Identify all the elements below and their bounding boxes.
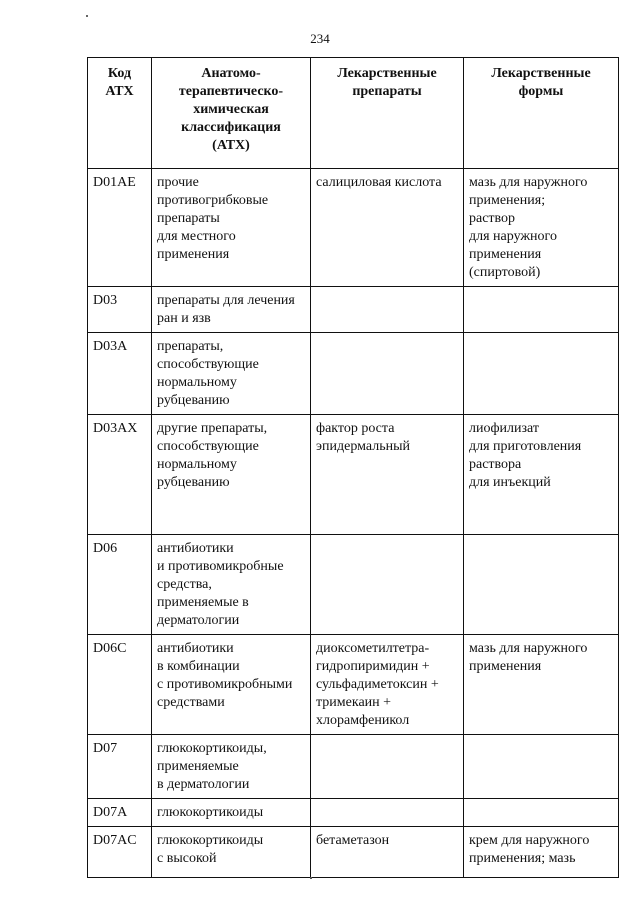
cell-drugs: бетаметазон [311, 827, 464, 878]
table-header-row [88, 58, 619, 169]
cell-code: D01AE [88, 169, 152, 287]
cell-drugs: фактор роста эпидермальный [311, 415, 464, 535]
cell-forms: лиофилизат для приготовления раствора для инъекций [464, 415, 619, 535]
page-number: 234 [310, 31, 330, 46]
cell-forms: мазь для наружного применения [464, 635, 619, 735]
scan-speck [310, 877, 312, 879]
cell-code: D07AC [88, 827, 152, 878]
cell-classification: глюкокортикоиды [152, 799, 311, 827]
cell-drugs [311, 333, 464, 415]
cell-classification: препараты, способствующие нормальному рубцеванию [152, 333, 311, 415]
cell-forms [464, 287, 619, 333]
cell-classification: глюкокортикоиды, применяемые в дерматологии [152, 735, 311, 799]
table-row [88, 415, 619, 535]
cell-drugs [311, 799, 464, 827]
table-row [88, 287, 619, 333]
cell-classification: антибиотики и противомикробные средства, применяемые в дерматологии [152, 535, 311, 635]
table-row [88, 735, 619, 799]
cell-forms [464, 333, 619, 415]
table-row [88, 333, 619, 415]
scan-speck [86, 15, 88, 17]
table-row [88, 827, 619, 878]
cell-code: D07A [88, 799, 152, 827]
cell-drugs [311, 287, 464, 333]
table-row [88, 635, 619, 735]
cell-drugs [311, 735, 464, 799]
cell-drugs: салициловая кислота [311, 169, 464, 287]
cell-classification: другие препараты, способствующие нормальному рубцеванию [152, 415, 311, 535]
cell-code: D03A [88, 333, 152, 415]
cell-forms: мазь для наружного применения; раствор для наружного применения (спиртовой) [464, 169, 619, 287]
cell-code: D03 [88, 287, 152, 333]
cell-code: D07 [88, 735, 152, 799]
cell-forms [464, 535, 619, 635]
header-drugs: Лекарственные препараты [311, 58, 464, 169]
cell-forms [464, 735, 619, 799]
atx-table [87, 57, 619, 878]
table-row [88, 799, 619, 827]
cell-code: D03AX [88, 415, 152, 535]
header-forms: Лекарственные формы [464, 58, 619, 169]
cell-forms: крем для наружного применения; мазь [464, 827, 619, 878]
table-row [88, 535, 619, 635]
table-row [88, 169, 619, 287]
cell-classification: прочие противогрибковые препараты для местного применения [152, 169, 311, 287]
cell-classification: препараты для лечения ран и язв [152, 287, 311, 333]
cell-classification: глюкокортикоиды с высокой [152, 827, 311, 878]
cell-code: D06 [88, 535, 152, 635]
cell-code: D06C [88, 635, 152, 735]
cell-drugs: диоксометилтетра- гидропиримидин + сульфадиметоксин + тримекаин + хлорамфеникол [311, 635, 464, 735]
cell-drugs [311, 535, 464, 635]
cell-classification: антибиотики в комбинации с противомикробными средствами [152, 635, 311, 735]
cell-forms [464, 799, 619, 827]
header-classification: Анатомо- терапевтическо- химическая классификация (АТХ) [152, 58, 311, 169]
header-code: Код АТХ [88, 58, 152, 169]
